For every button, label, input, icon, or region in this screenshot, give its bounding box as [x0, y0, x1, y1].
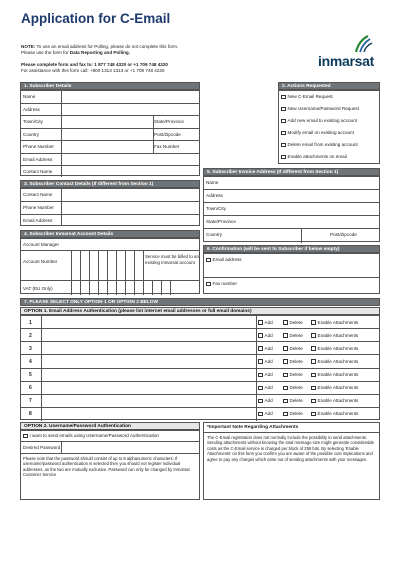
delete-checkbox[interactable]: Delete [283, 372, 303, 377]
attachments-note-box [203, 422, 380, 500]
section-invoice-address [203, 168, 380, 242]
attachments-note-text: The C-Email registration does not normally include the possibility to send attachments. Sending attachments without knowing the total message size might generate considerable costs as the C-Email service is charged per block of 256 bits. By selecting 'Enable Attachments' on this form you confirm you are aware of the possible cost implications and agree to pay any charges which arise out of sending attachments with your messages. [207, 435, 375, 462]
delete-checkbox[interactable]: Delete [283, 359, 303, 364]
section-7-heading: 7. PLEASE SELECT ONLY OPTION 1 OR OPTION 2 BELOW [20, 298, 380, 306]
logo-text: inmarsat [318, 53, 374, 69]
delete-email-checkbox[interactable]: Delete email from existing account [281, 142, 358, 147]
invoice-town-field[interactable]: Town/City [204, 203, 379, 216]
option-2-check-row [21, 431, 199, 442]
contact-phone-3-field[interactable]: Phone Number [21, 202, 199, 215]
section-2-heading: 2. Actions Requested [278, 82, 380, 90]
confirm-fax-checkbox[interactable]: Fax number [206, 281, 237, 286]
delete-checkbox[interactable]: Delete [283, 333, 303, 338]
section-options [20, 298, 380, 420]
enable-attachments-row-checkbox[interactable]: Enable Attachments [311, 320, 358, 325]
form-title: Application for C-Email [21, 11, 171, 26]
section-5-heading: 5. Subscriber Invoice Address (If different from Section 1) [203, 168, 380, 176]
town-state-row: Town/City State/Province [21, 116, 199, 129]
vat-row: VAT (EU Only) [21, 281, 199, 295]
assist-line: For assistance with this form call: +800 1313 1313 or +1 709 748 4226 [21, 68, 165, 73]
section-option-2 [20, 422, 200, 500]
delete-checkbox[interactable]: Delete [283, 320, 303, 325]
desired-password-field[interactable]: Desired Password [21, 442, 199, 454]
phone-fax-row: Phone Number Fax Number [21, 141, 199, 154]
section-1-heading: 1. Subscriber Details [20, 82, 200, 90]
email-auth-row [21, 342, 379, 355]
invoice-country-postzip-row: Country Post/Zipcode [204, 229, 379, 243]
add-checkbox[interactable]: Add [258, 346, 273, 351]
inmarsat-logo [318, 34, 380, 70]
delete-checkbox[interactable]: Delete [283, 346, 303, 351]
row-number: 7 [29, 398, 32, 405]
add-checkbox[interactable]: Add [258, 398, 273, 403]
contact-name-field[interactable]: Contact Name [23, 168, 53, 174]
confirm-email-checkbox[interactable]: Email address [206, 257, 242, 262]
add-checkbox[interactable]: Add [258, 333, 273, 338]
option-1-heading: OPTION 1. Email Address Authentication (please list internet email addresses or full email domains) [20, 307, 380, 315]
section-actions-requested [278, 82, 380, 164]
contact-name-3-field[interactable]: Contact Name [21, 189, 199, 202]
enable-attachments-row-checkbox[interactable]: Enable Attachments [311, 359, 358, 364]
enable-attachments-row-checkbox[interactable]: Enable Attachments [311, 333, 358, 338]
delete-checkbox[interactable]: Delete [283, 398, 303, 403]
address-field[interactable]: Address [21, 104, 199, 117]
section-4-heading: 4. Subscriber Inmarsat Account Details [20, 230, 200, 238]
email-auth-row [21, 382, 379, 395]
email-auth-row [21, 408, 379, 421]
row-number: 6 [29, 385, 32, 392]
section-subscriber-details [20, 82, 200, 176]
confirm-fax-row [204, 278, 379, 295]
confirm-email-row [204, 254, 379, 278]
row-number: 2 [29, 332, 32, 339]
new-cemail-checkbox[interactable]: New C-Email Request [281, 94, 333, 99]
email-auth-row [21, 329, 379, 342]
row-number: 8 [29, 411, 32, 418]
note-line-1: To use an email address for Polling, please do not complete this form. [35, 44, 179, 49]
modify-email-checkbox[interactable]: Modify email on existing account [281, 130, 354, 135]
email-auth-row [21, 369, 379, 382]
option-2-heading: OPTION 2. Username/Password Authentication [20, 422, 200, 430]
invoice-address-field[interactable]: Address [204, 190, 379, 203]
contact-email-3-field[interactable]: Email Address [23, 218, 53, 223]
section-3-heading: 3. Subscriber Contact Details (If different from Section 1) [20, 180, 200, 188]
section-account-details [20, 230, 200, 294]
enable-attachments-checkbox[interactable]: Enable attachments on email [281, 154, 347, 159]
attachments-note-heading: *Important Note Regarding Attachments [207, 425, 299, 430]
add-email-checkbox[interactable]: Add new email to existing account [281, 118, 357, 123]
section-contact-details [20, 180, 200, 226]
note-line-2: Please use the form for [21, 50, 70, 55]
enable-attachments-row-checkbox[interactable]: Enable Attachments [311, 411, 358, 416]
option-1-table [20, 315, 380, 420]
enable-attachments-row-checkbox[interactable]: Enable Attachments [311, 385, 358, 390]
invoice-state-field[interactable]: State/Province [204, 216, 379, 229]
country-postzip-row: Country Post/Zipcode [21, 129, 199, 142]
option-2-note: Please note that the password should consist of up to 8 alphanumeric characters. If username/password authentication is selected then you should not register individual addresses, as the two are mutually exclusive. Password can only be changed by Inmarsat Customer Service [23, 456, 190, 478]
note-lead: NOTE: [21, 44, 36, 49]
delete-checkbox[interactable]: Delete [283, 411, 303, 416]
email-auth-row [21, 355, 379, 368]
invoice-name-field[interactable]: Name [204, 177, 379, 190]
add-checkbox[interactable]: Add [258, 320, 273, 325]
new-username-checkbox[interactable]: New Username/Password Request [281, 106, 359, 111]
email-auth-row [21, 395, 379, 408]
row-number: 4 [29, 358, 32, 365]
row-number: 3 [29, 345, 32, 352]
service-note: Service must be billed to an existing Inmarsat account [145, 254, 199, 265]
add-checkbox[interactable]: Add [258, 359, 273, 364]
section-6-heading: 6. Confirmation (will be sent to Subscriber if below empty) [203, 245, 380, 253]
account-number-row: Account Number Service must be billed to an existing Inmarsat account [21, 251, 199, 281]
enable-attachments-row-checkbox[interactable]: Enable Attachments [311, 398, 358, 403]
email-auth-row [21, 316, 379, 329]
account-manager-field[interactable]: Account Manager [21, 239, 199, 251]
note-line-2-bold: Data Reporting and Polling. [69, 50, 131, 55]
username-password-checkbox[interactable]: I want to send emails using Username/Password Authentication [23, 433, 159, 438]
add-checkbox[interactable]: Add [258, 411, 273, 416]
enable-attachments-row-checkbox[interactable]: Enable Attachments [311, 346, 358, 351]
email-field[interactable]: Email Address [21, 154, 199, 166]
add-checkbox[interactable]: Add [258, 385, 273, 390]
polling-note-2 [21, 50, 130, 56]
fax-line: Please complete form and fax to: 1 877 748 4320 or +1 709 748 4320 [21, 62, 168, 67]
name-field[interactable]: Name [21, 91, 199, 104]
section-confirmation [203, 245, 380, 294]
logo-swoosh-icon [318, 34, 380, 54]
enable-attachments-row-checkbox[interactable]: Enable Attachments [311, 372, 358, 377]
row-number: 1 [29, 319, 32, 326]
delete-checkbox[interactable]: Delete [283, 385, 303, 390]
row-number: 5 [29, 372, 32, 379]
add-checkbox[interactable]: Add [258, 372, 273, 377]
